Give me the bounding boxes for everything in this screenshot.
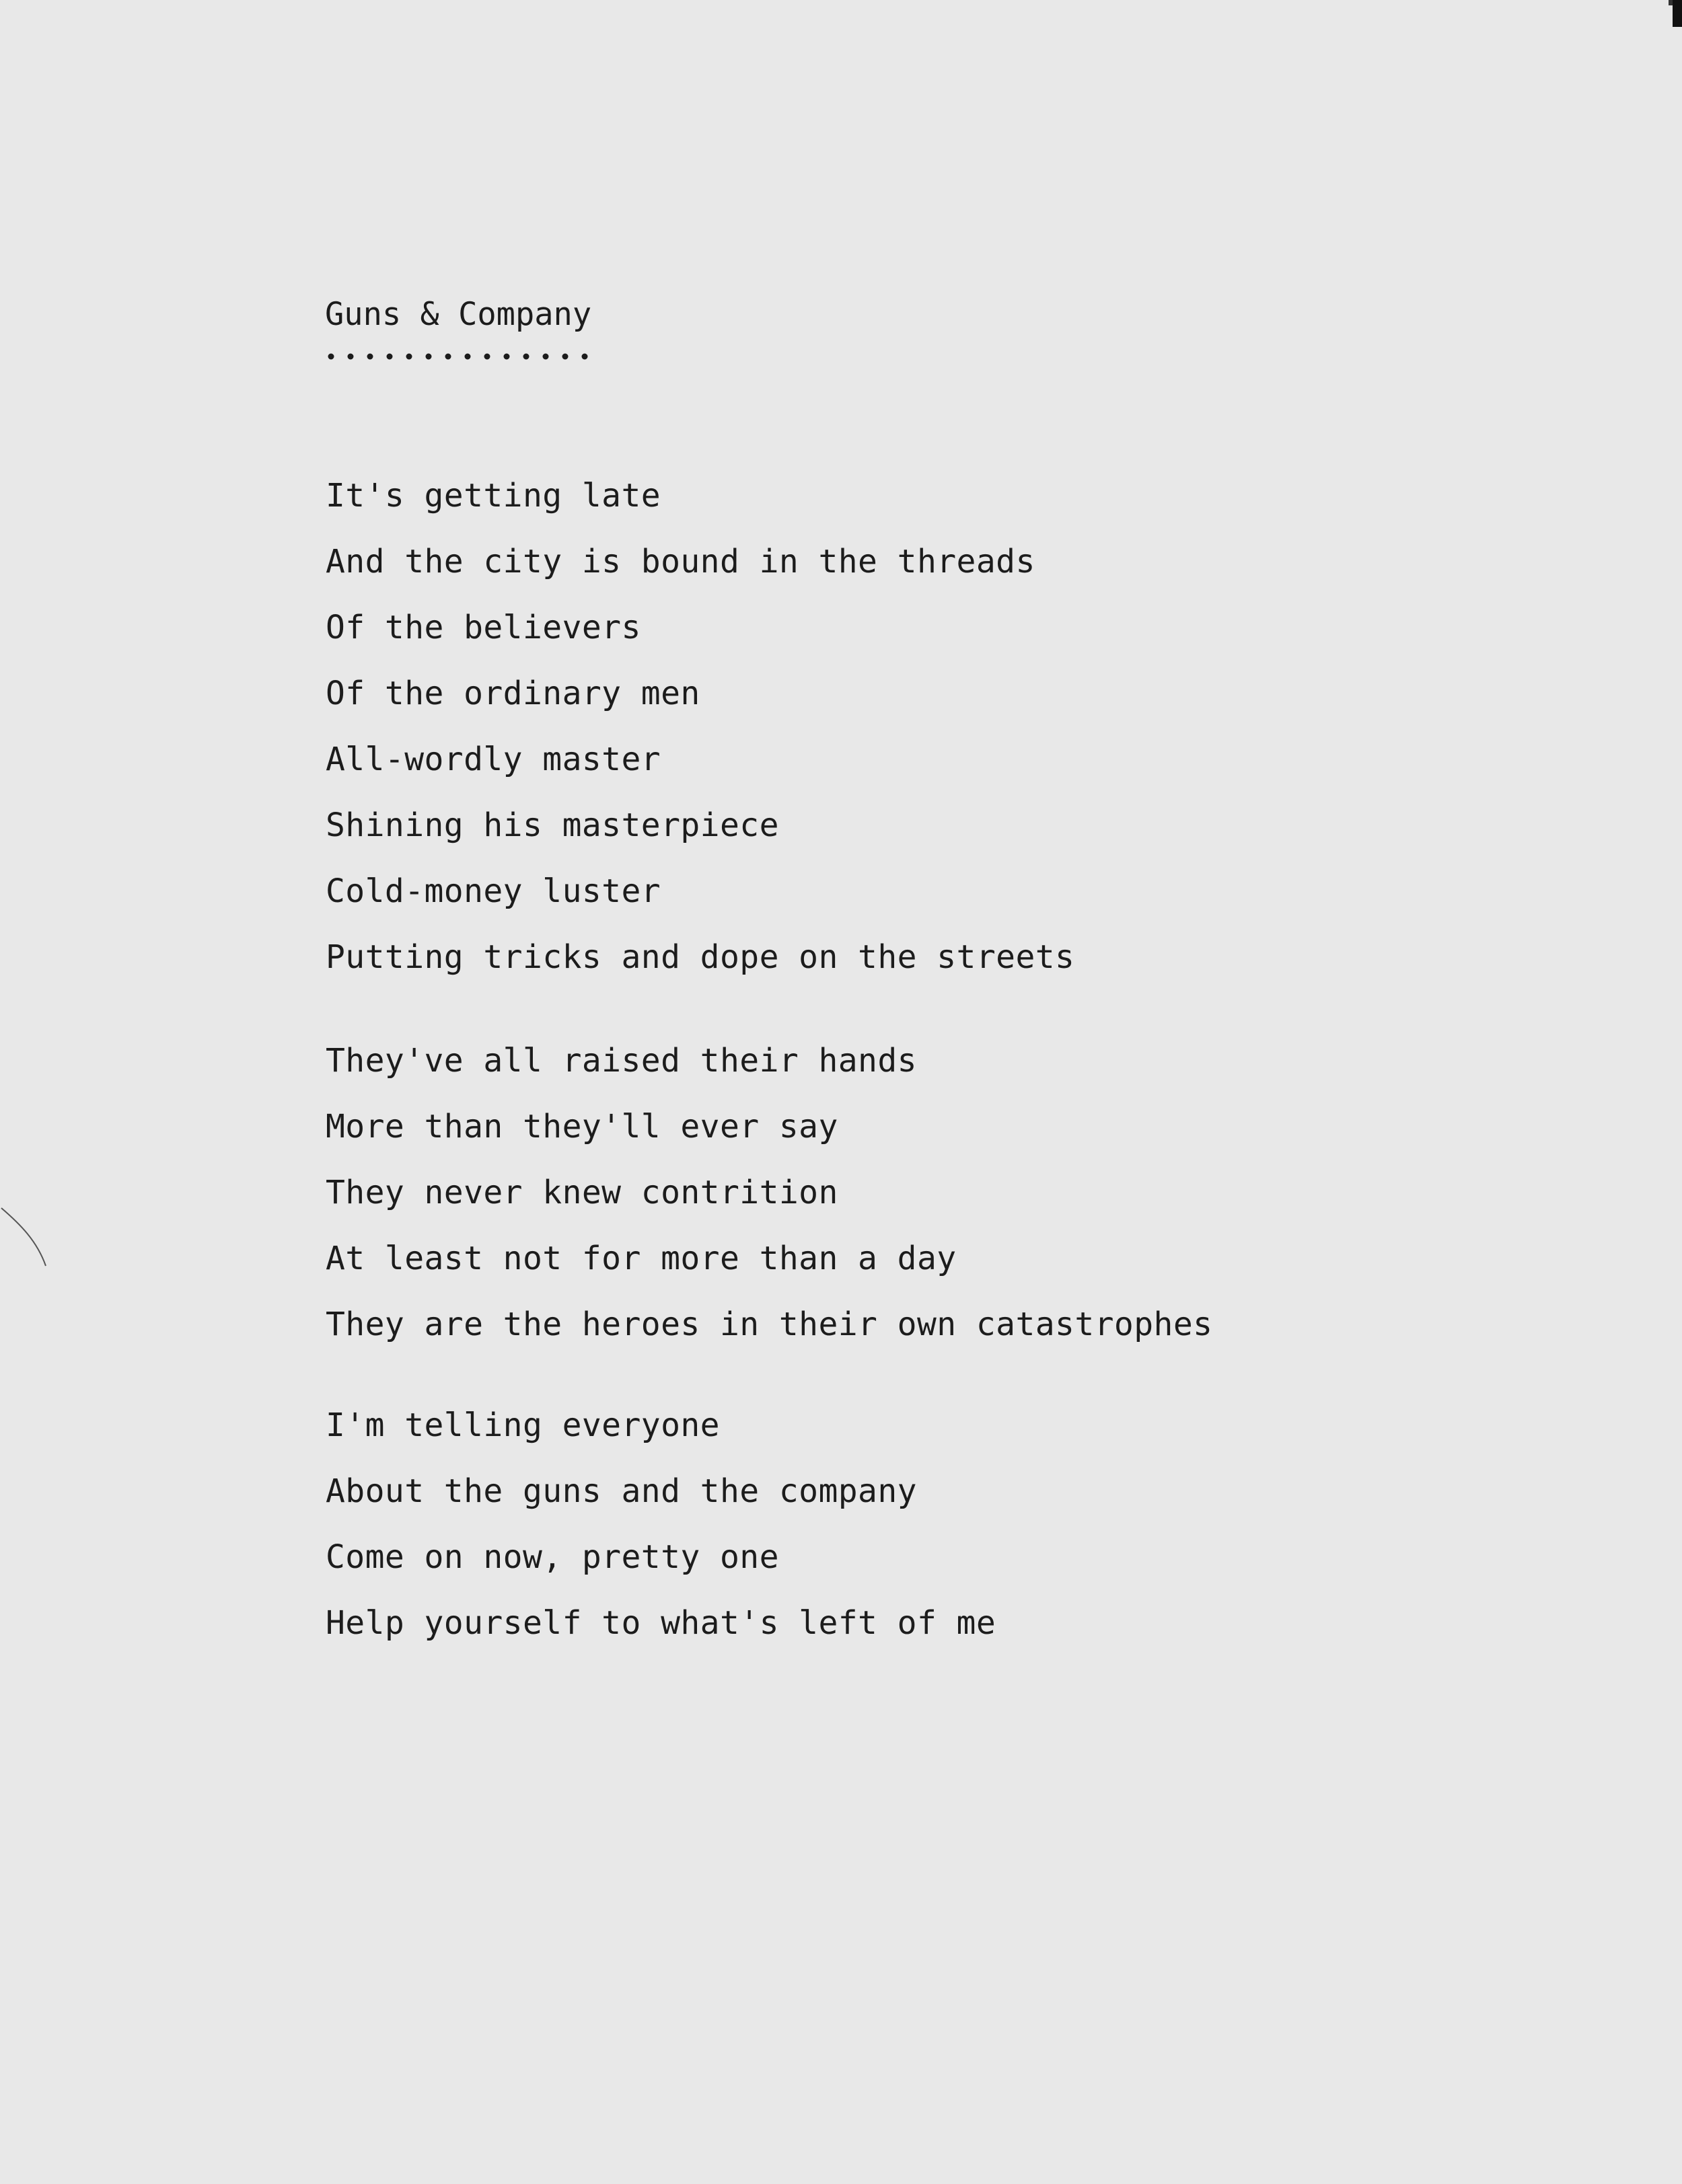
poem-line: Of the believers [326, 609, 641, 646]
scan-edge-mark [1673, 0, 1682, 27]
title-underline-dots [326, 350, 595, 363]
poem-line: Putting tricks and dope on the streets [326, 938, 1075, 976]
poem-title: Guns & Company [325, 296, 592, 333]
poem-line: All-wordly master [326, 741, 661, 778]
poem-line: They are the heroes in their own catastrophes [326, 1306, 1213, 1343]
stanza-1 [326, 463, 1074, 990]
poem-line: I'm telling everyone [326, 1406, 720, 1444]
poem-line: More than they'll ever say [326, 1108, 838, 1145]
poem-line: And the city is bound in the threads [326, 543, 1035, 580]
poem-line: They never knew contrition [326, 1174, 838, 1211]
poem-line: Cold-money luster [326, 872, 661, 910]
poem-line: About the guns and the company [326, 1472, 917, 1510]
poem-line: They've all raised their hands [326, 1042, 917, 1080]
poem-line: Shining his masterpiece [326, 806, 779, 844]
stanza-3 [326, 1392, 996, 1656]
poem-line: Help yourself to what's left of me [326, 1604, 996, 1642]
poem-line: At least not for more than a day [326, 1240, 957, 1277]
stanza-2 [326, 1028, 1212, 1357]
poem-line: Of the ordinary men [326, 675, 700, 712]
poem-line: Come on now, pretty one [326, 1538, 779, 1576]
poem-line: It's getting late [326, 477, 661, 515]
scan-edge-mark-small [1669, 0, 1673, 5]
scan-scratch-mark [0, 1204, 54, 1271]
